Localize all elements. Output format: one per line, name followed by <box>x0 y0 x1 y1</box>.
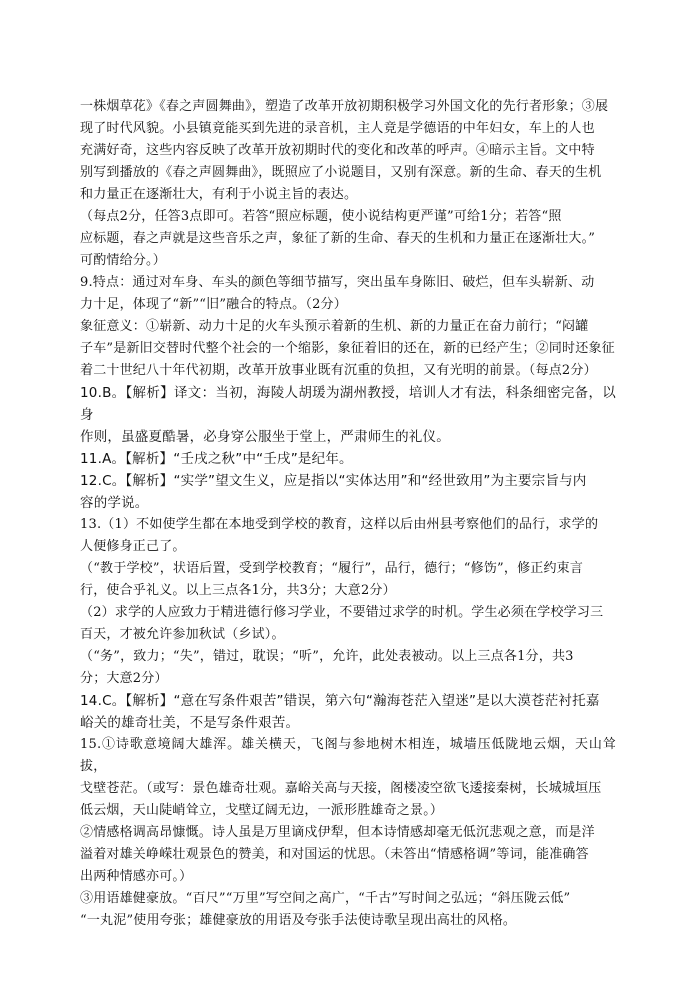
answer-15-line: 15.①诗歌意境阔大雄浑。雄关横天，飞阁与参地树木相连，城墙压低陇地云烟，天山耸拔， <box>80 737 616 774</box>
answer-10-line: 10.B。【解析】译文：当初，海陵人胡瑗为湖州教授，培训人才有法，科条细密完备，以身 <box>80 385 616 423</box>
answer-15-line: 溢着对雄关峥嵘壮观景色的赞美，和对国运的忧思。（未答出“情感格调”等词，能准确答 <box>80 847 589 862</box>
answer-line: 充满好奇，这些内容反映了改革开放初期时代的变化和改革的呼声。④暗示主旨。文中特 <box>80 143 595 158</box>
answer-10-line: 作则，虽盛夏酷暑，必身穿公服坐于堂上，严肃师生的礼仪。 <box>80 429 450 445</box>
answer-9-line: 力十足，体现了“新”“旧”融合的特点。（2分） <box>80 297 347 312</box>
answer-12-line: 12.C。【解析】“实学”望文生义，应是指以“实体达用”和“经世致用”为主要宗旨与内 <box>80 473 587 489</box>
answer-12-line: 容的学说。 <box>80 495 149 511</box>
answer-9-line: 象征意义：①崭新、动力十足的火车头预示着新的生机、新的力量正在奋力前行；“闷罐 <box>80 319 589 334</box>
answer-line: 和力量正在逐渐壮大，有利于小说主旨的表达。 <box>80 187 358 202</box>
answer-15-line: ②情感格调高昂慷慨。诗人虽是万里谪戍伊犁，但本诗情感却毫无低沉悲观之意，而是洋 <box>80 825 595 840</box>
answer-13-line: 人便修身正己了。 <box>80 539 186 554</box>
answer-15-line: ③用语雄健豪放。“百尺”“万里”写空间之高广，“千古”写时间之弘远；“斜压陇云低” <box>80 891 571 906</box>
scoring-note: （每点2分，任答3点即可。若答“照应标题，使小说结构更严谨”可给1分；若答“照 <box>80 209 562 224</box>
answer-15-line: 出两种情感亦可。） <box>80 869 193 884</box>
answer-11-line: 11.A。【解析】“壬戌之秋”中“壬戌”是纪年。 <box>80 451 353 467</box>
answer-line: 别写到播放的《春之声圆舞曲》，既照应了小说题目，又别有深意。新的生命、春天的生机 <box>80 165 602 180</box>
answer-15-line: “一丸泥”使用夸张；雄健豪放的用语及夸张手法使诗歌呈现出高壮的风格。 <box>80 913 517 928</box>
answer-14-line: 14.C。【解析】“意在写条件艰苦”错误，第六句“瀚海苍茫入望迷”是以大漠苍茫衬托嘉 <box>80 693 600 709</box>
answer-13-line: （2）求学的人应致力于精进德行修习学业，不要错过求学的时机。学生必须在学校学习三 <box>80 605 604 620</box>
answer-13-line: 13.（1）不如使学生都在本地受到学校的教育，这样以后由州县考察他们的品行，求学的 <box>80 517 599 532</box>
answer-9-line: 9.特点：通过对车身、车头的颜色等细节描写，突出虽车身陈旧、破烂，但车头崭新、动 <box>80 275 595 290</box>
answer-9-line: 子车”是新旧交替时代整个社会的一个缩影，象征着旧的还在，新的已经产生；②同时还象征 <box>80 341 615 356</box>
answer-14-line: 峪关的雄奇壮美，不是写条件艰苦。 <box>80 715 300 731</box>
answer-13-line: （“教于学校”，状语后置，受到学校教育；“履行”，品行，德行；“修饬”，修正约束言 <box>80 561 584 576</box>
answer-line: 现了时代风貌。小县镇竟能买到先进的录音机，主人竟是学德语的中年妇女，车上的人也 <box>80 121 595 136</box>
scoring-note: 可酌情给分。） <box>80 253 166 268</box>
answer-13-line: 百天，才被允许参加秋试（乡试）。 <box>80 627 285 642</box>
answer-15-line: 低云烟，天山陡峭耸立，戈壁辽阔无边，一派形胜雄奇之景。） <box>80 803 444 818</box>
answer-13-line: （“务”，致力；“失”，错过，耽误；“听”，允许，此处表被动。以上三点各1分，共3 <box>80 649 574 664</box>
answer-line: 一株烟草花》《春之声圆舞曲》，塑造了改革开放初期积极学习外国文化的先行者形象；③展 <box>80 99 609 114</box>
answer-13-line: 分；大意2分） <box>80 671 168 686</box>
answer-13-line: 行，使合乎礼义。以上三点各1分，共3分；大意2分） <box>80 583 396 598</box>
scoring-note: 应标题，春之声就是这些音乐之声，象征了新的生命、春天的生机和力量正在逐渐壮大。” <box>80 231 596 246</box>
answer-9-line: 着二十世纪八十年代初期，改革开放事业既有沉重的负担，又有光明的前景。（每点2分） <box>80 363 597 378</box>
answer-15-line: 戈壁苍茫。（或写：景色雄奇壮观。嘉峪关高与天接，阁楼凌空欲飞逶接秦树，长城城垣压 <box>80 781 602 796</box>
